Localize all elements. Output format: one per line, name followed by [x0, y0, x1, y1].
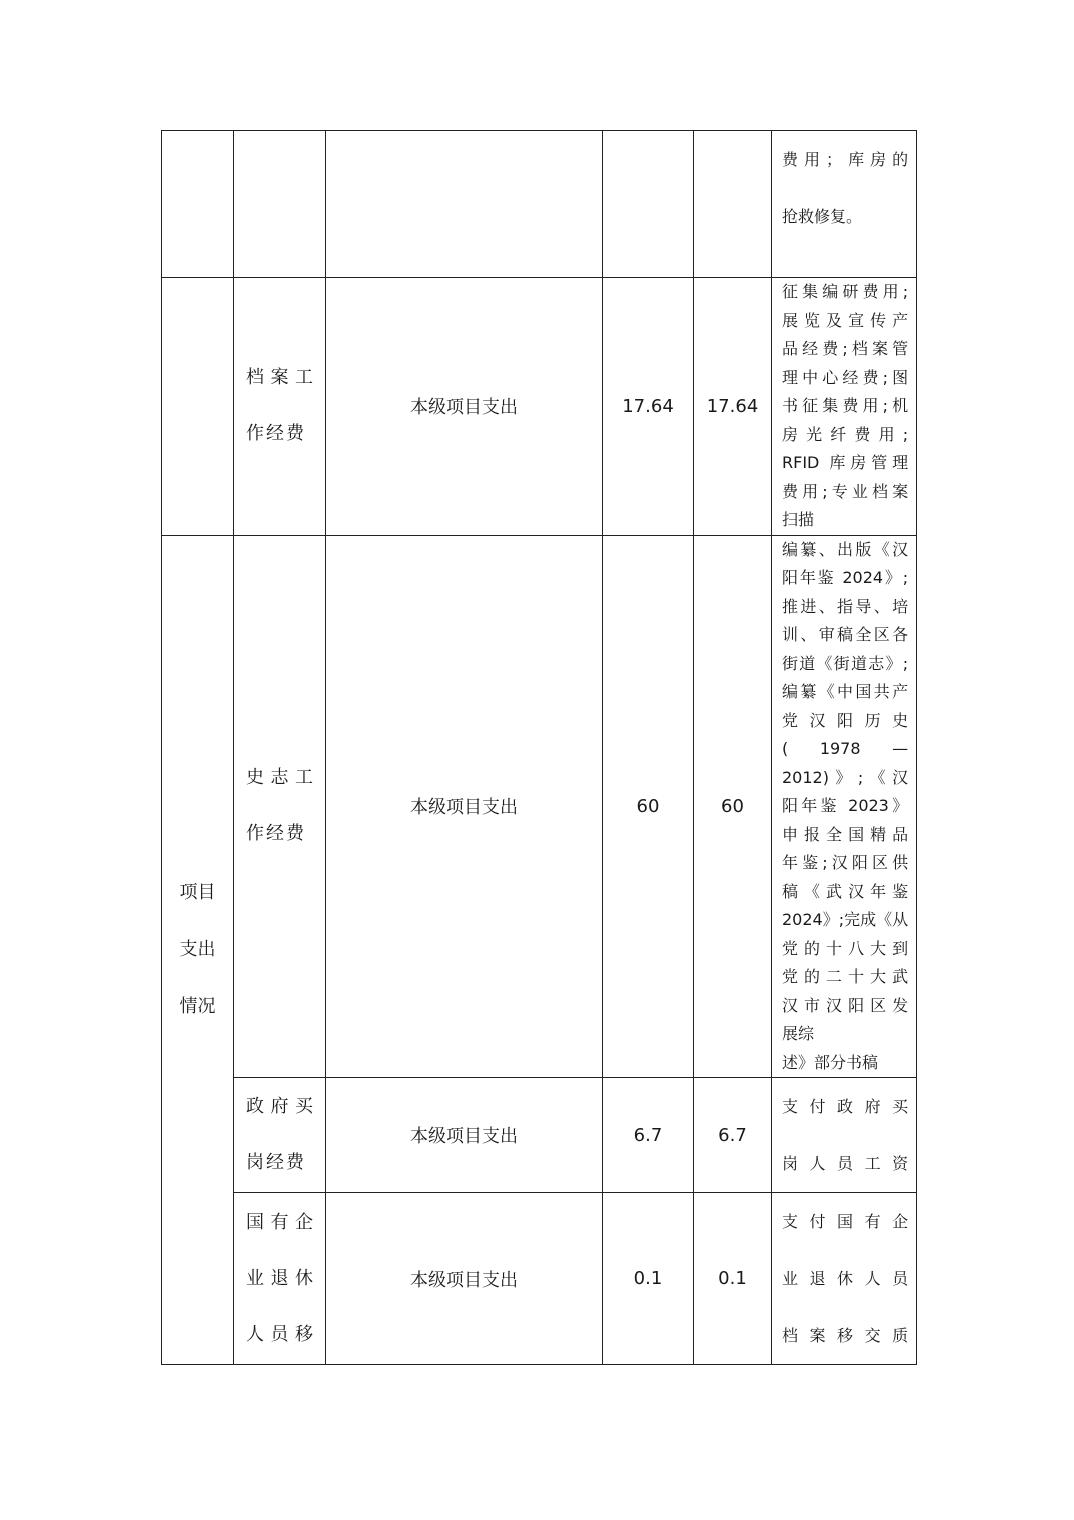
amount-cell — [694, 131, 772, 278]
description-line: 展综 — [782, 1024, 815, 1043]
description-line: 推进、指导、培 — [782, 596, 909, 616]
description-cell — [772, 278, 917, 536]
expense-type-cell: 本级项目支出 — [326, 535, 603, 1078]
description-line: 编纂、出版《汉 — [782, 539, 909, 559]
table-row — [162, 535, 917, 1078]
description-line: 申报全国精品 — [782, 824, 909, 844]
amount-cell — [603, 131, 694, 278]
amount-cell: 6.7 — [603, 1078, 694, 1193]
description-line: 岗人员工资 — [782, 1154, 909, 1173]
category-line: 支出 — [179, 939, 216, 961]
category-cell — [162, 535, 234, 1365]
category-line: 项目 — [179, 882, 216, 904]
expense-type-cell: 本级项目支出 — [326, 1078, 603, 1193]
amount-cell: 0.1 — [603, 1193, 694, 1365]
description-line: 征集编研费用; — [782, 282, 909, 301]
description-line: 2012)》;《汉 — [782, 767, 909, 787]
item-name-cell — [234, 535, 326, 1078]
description-line: 党的十八大到 — [782, 938, 909, 958]
table-row — [162, 131, 917, 278]
table-row — [162, 278, 917, 536]
description-line: 稿《武汉年鉴 — [782, 881, 909, 901]
expense-type-cell — [326, 131, 603, 278]
item-name-cell — [234, 131, 326, 278]
description-line: 房光纤费用; — [782, 424, 909, 444]
description-line: RFID 库房管理 — [782, 453, 909, 472]
item-name-line: 作经费 — [246, 823, 306, 845]
description-cell — [772, 535, 917, 1078]
category-cell-blank — [162, 131, 234, 278]
description-line: 年鉴;汉阳区供 — [782, 853, 909, 872]
description-line: 书征集费用;机 — [782, 396, 909, 415]
item-name-line: 史志工 — [246, 767, 315, 789]
amount-cell: 60 — [694, 535, 772, 1078]
description-line: 党的二十大武 — [782, 967, 909, 986]
description-line: 费用；库房的 — [782, 150, 909, 169]
description-line: 展览及宣传产 — [782, 310, 909, 330]
item-name-cell — [234, 1078, 326, 1193]
description-cell — [772, 131, 917, 278]
description-line: 阳年鉴 2024》; — [782, 568, 909, 587]
description-line: 训、审稿全区各 — [782, 625, 909, 644]
item-name-line: 档案工 — [246, 367, 315, 389]
amount-cell: 6.7 — [694, 1078, 772, 1193]
expense-type-cell: 本级项目支出 — [326, 278, 603, 536]
category-cell-blank — [162, 278, 234, 536]
description-line: 档案移交质 — [782, 1326, 909, 1345]
expense-type-cell: 本级项目支出 — [326, 1193, 603, 1365]
item-name-line: 业退休 — [246, 1267, 315, 1289]
description-line: 党汉阳历史 — [782, 710, 909, 730]
item-name-cell — [234, 278, 326, 536]
description-line: 支付政府买 — [782, 1097, 909, 1116]
category-line: 情况 — [179, 996, 216, 1018]
item-name-cell — [234, 1193, 326, 1365]
description-line: 业退休人员 — [782, 1269, 909, 1288]
description-cell — [772, 1078, 917, 1193]
description-line: 街道《街道志》; — [782, 653, 909, 673]
description-line: 费用;专业档案 — [782, 481, 909, 501]
description-line: 支付国有企 — [782, 1212, 909, 1231]
description-line: 阳年鉴 2023》 — [782, 796, 909, 815]
item-name-line: 人员移 — [246, 1323, 315, 1345]
description-line: 扫描 — [782, 510, 815, 529]
description-line: 述》部分书稿 — [782, 1052, 879, 1072]
description-line: 理中心经费;图 — [782, 367, 909, 387]
amount-cell: 17.64 — [694, 278, 772, 536]
budget-table — [161, 130, 917, 1365]
amount-cell: 0.1 — [694, 1193, 772, 1365]
description-line: ( 1978 — — [782, 739, 909, 758]
description-line: 编纂《中国共产 — [782, 682, 909, 701]
table-row — [162, 1078, 917, 1193]
item-name-line: 国有企 — [246, 1211, 315, 1233]
description-line: 汉市汉阳区发 — [782, 995, 909, 1015]
description-line: 品经费;档案管 — [782, 339, 909, 358]
description-cell — [772, 1193, 917, 1365]
item-name-line: 作经费 — [246, 423, 306, 445]
description-line: 抢救修复。 — [782, 207, 863, 226]
item-name-line: 政府买 — [246, 1096, 315, 1117]
amount-cell: 17.64 — [603, 278, 694, 536]
table-row — [162, 1193, 917, 1365]
description-line: 2024》;完成《从 — [782, 910, 909, 929]
item-name-line: 岗经费 — [246, 1152, 306, 1173]
amount-cell: 60 — [603, 535, 694, 1078]
